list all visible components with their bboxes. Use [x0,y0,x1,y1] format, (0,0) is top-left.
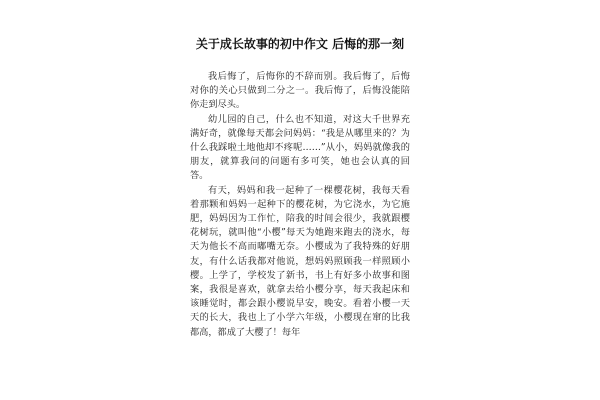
article-title: 关于成长故事的初中作文 后悔的那一刻 [195,37,405,51]
paragraph: 有天，妈妈和我一起种了一棵樱花树，我每天看着那颗和妈妈一起种下的樱花树，为它浇水，为它施肥，妈妈因为工作忙，陪我的时间会很少，我就跟樱花树玩，就叫他“小樱”每天为她跑来跑去的浇水，每天为他长不高而嘟嘴无奈。小樱成为了我特殊的好朋友，有什么话我都对他说，想妈妈照顾我一样照顾小樱。上学了，学校发了新书，书上有好多小故事和图案，我很是喜欢，就拿去给小樱分享，每天我起床和该睡觉时，都会跟小樱说早安，晚安。看着小樱一天天的长大，我也上了小学六年级，小樱现在窜的比我都高，都成了大樱了！每年 [190,184,410,338]
paragraph: 幼儿园的自己，什么也不知道，对这大千世界充满好奇，就像每天都会问妈妈：“我是从哪里来的？为什么我踩啦土地他却不疼呢……”从小，妈妈就像我的朋友，就算我问的问题有多可笑，她也会认真的回答。 [190,113,410,182]
paragraph: 我后悔了，后悔你的不辞而别。我后悔了，后悔对你的关心只做到二分之一。我后悔了，后悔没能陪你走到尽头。 [190,71,410,111]
article-body [190,70,410,340]
document-page [190,0,410,400]
